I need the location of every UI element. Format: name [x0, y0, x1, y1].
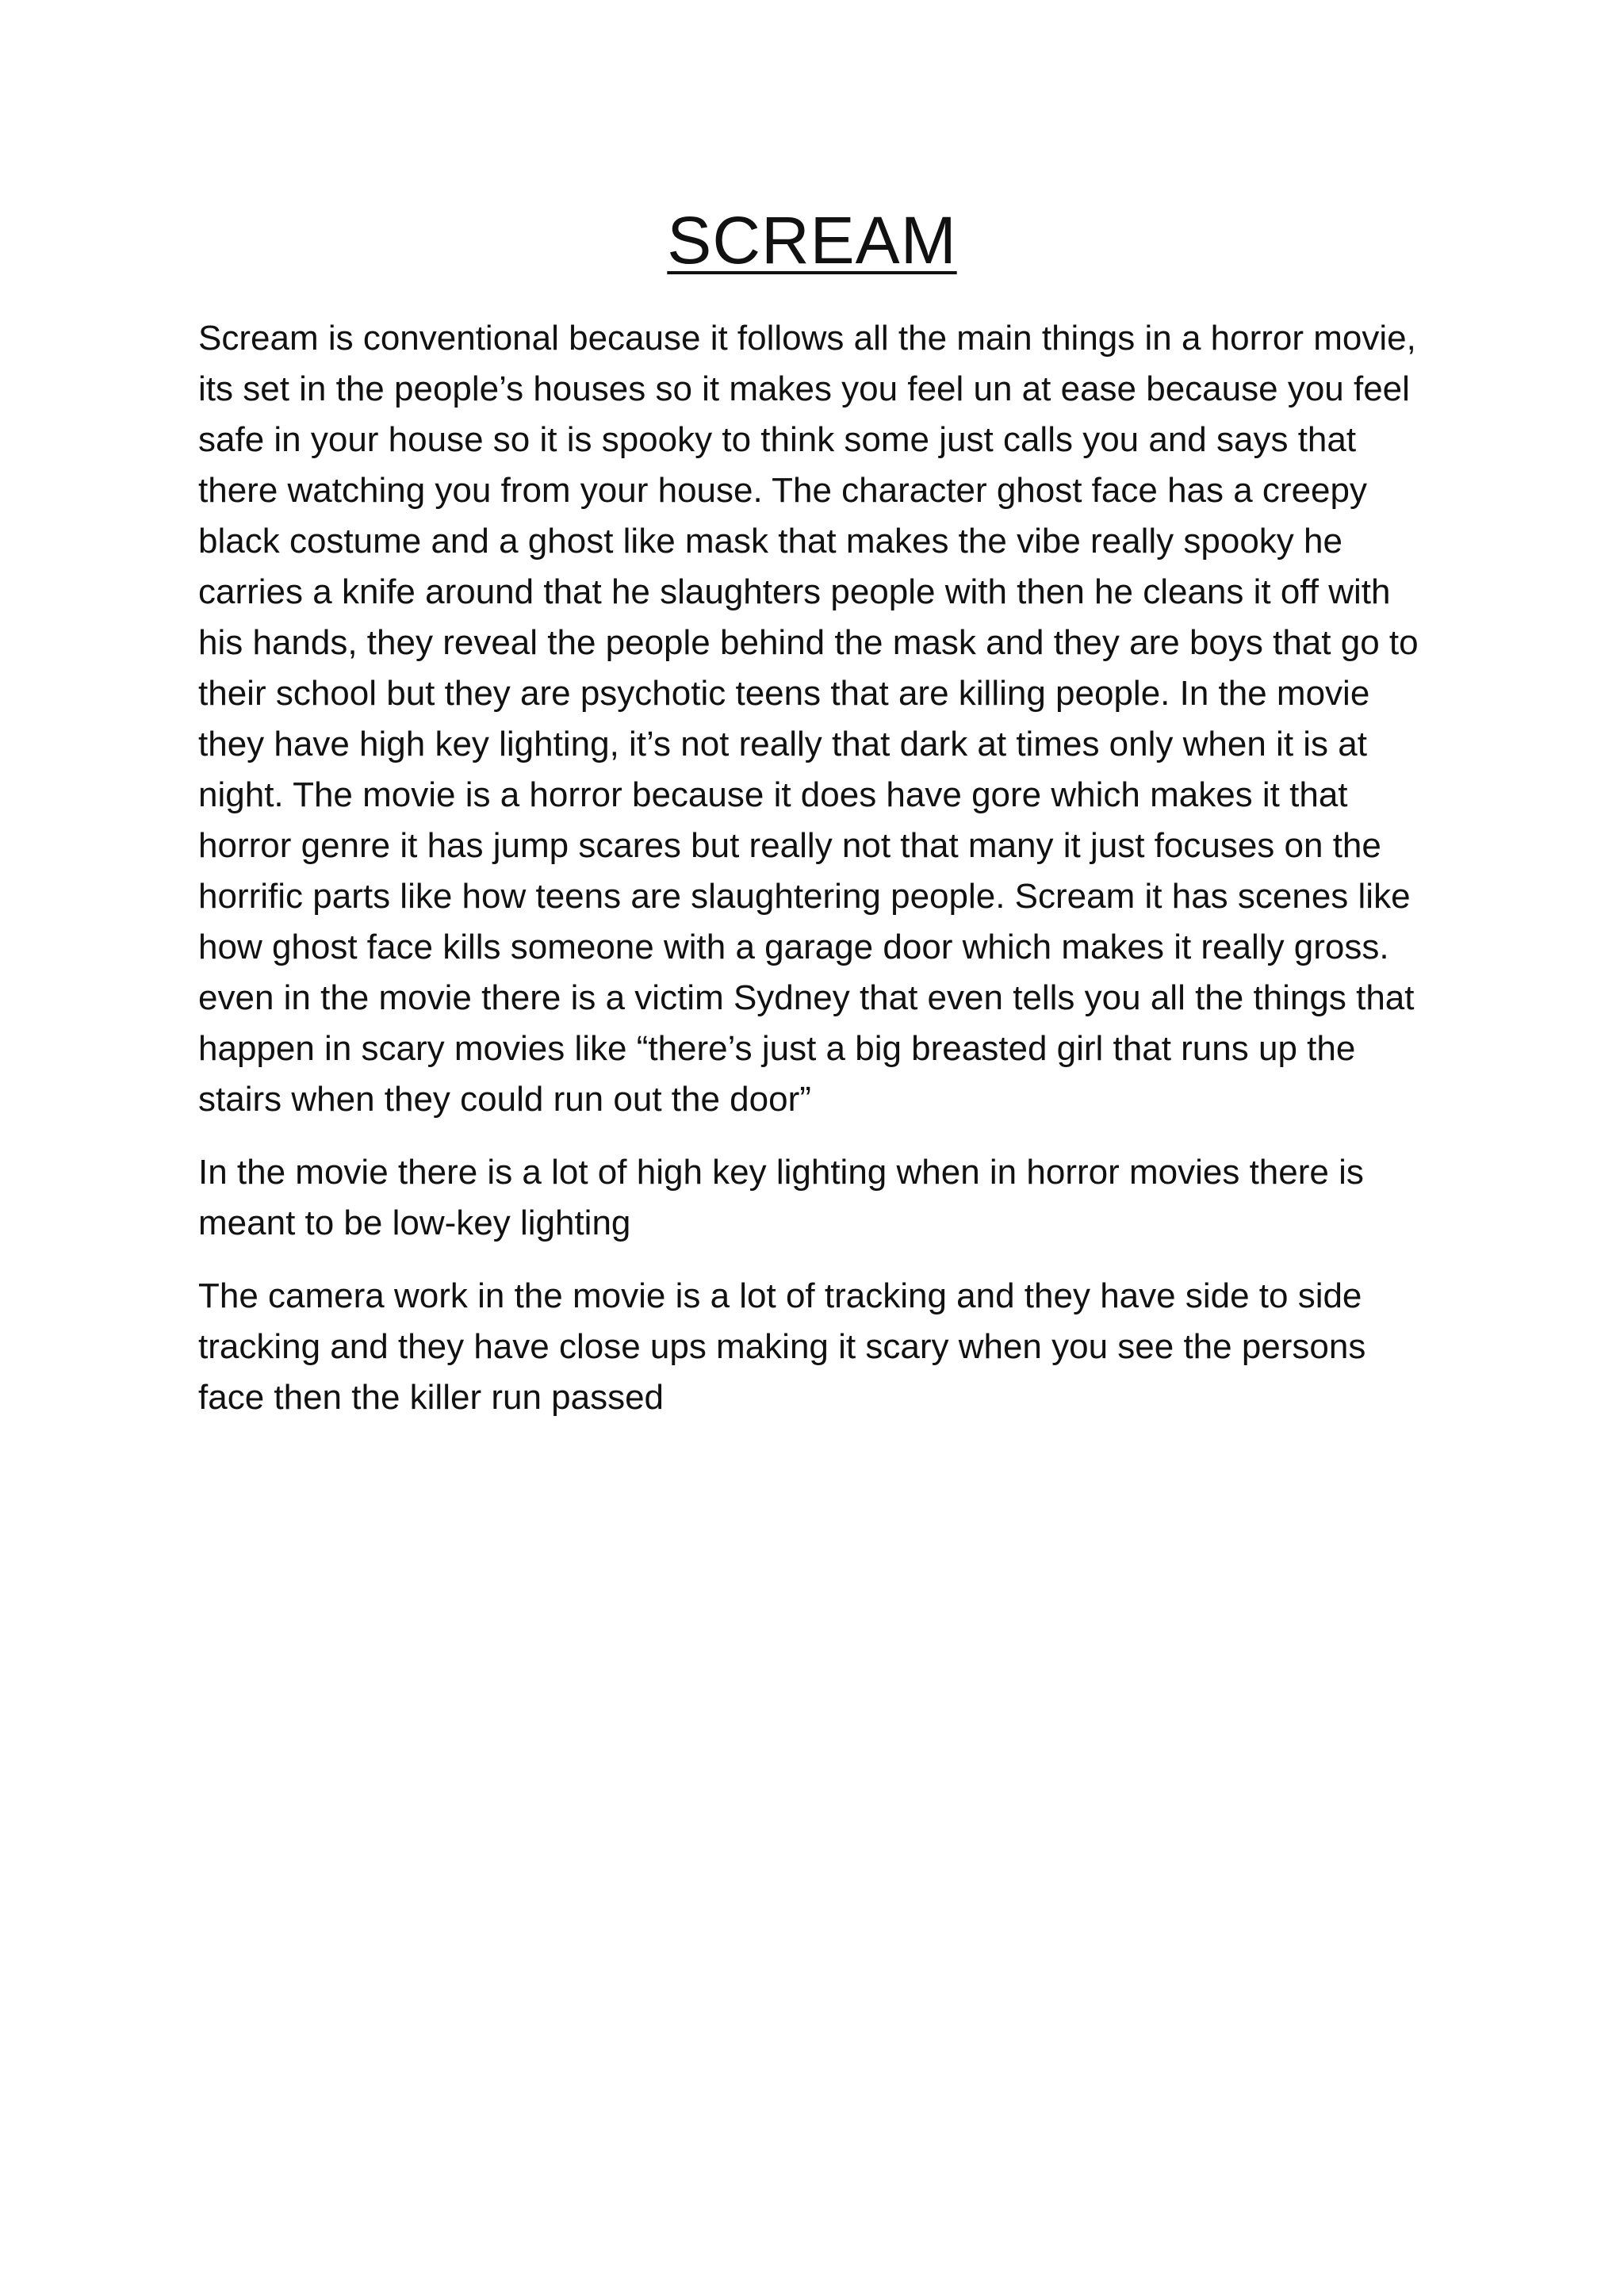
- text-line: In the movie there is a lot of high key lighting when in horror movies there is: [198, 1153, 1364, 1192]
- text-line: horrific parts like how teens are slaughtering people. Scream it has scenes like: [198, 877, 1411, 916]
- text-line: their school but they are psychotic teens that are killing people. In the movie: [198, 674, 1370, 713]
- text-line: night. The movie is a horror because it does have gore which makes it that: [198, 775, 1348, 814]
- text-line: how ghost face kills someone with a garage door which makes it really gross.: [198, 928, 1389, 966]
- document-title: SCREAM: [667, 203, 957, 277]
- text-line: there watching you from your house. The character ghost face has a creepy: [198, 471, 1367, 510]
- paragraph-spacer: [198, 1249, 1435, 1271]
- text-line: its set in the people’s houses so it makes you feel un at ease because you feel: [198, 369, 1410, 408]
- paragraph-3: [198, 1271, 1435, 1423]
- text-line: face then the killer run passed: [198, 1378, 665, 1417]
- text-line: The camera work in the movie is a lot of tracking and they have side to side: [198, 1276, 1362, 1315]
- paragraph-2: [198, 1147, 1435, 1249]
- text-line: black costume and a ghost like mask that makes the vibe really spooky he: [198, 522, 1342, 561]
- text-line: Scream is conventional because it follows all the main things in a horror movie,: [198, 319, 1416, 358]
- text-line: they have high key lighting, it’s not really that dark at times only when it is at: [198, 725, 1367, 763]
- text-line: carries a knife around that he slaughters people with then he cleans it off with: [198, 572, 1391, 611]
- text-line: stairs when they could run out the door”: [198, 1080, 811, 1119]
- text-line: happen in scary movies like “there’s just a big breasted girl that runs up the: [198, 1029, 1356, 1068]
- text-line: even in the movie there is a victim Sydney that even tells you all the things that: [198, 978, 1415, 1017]
- paragraph-spacer: [198, 1125, 1435, 1147]
- text-line: horror genre it has jump scares but really not that many it just focuses on the: [198, 826, 1381, 865]
- document-body: [198, 313, 1435, 1423]
- text-line: his hands, they reveal the people behind the mask and they are boys that go to: [198, 623, 1419, 662]
- paragraph-1: [198, 313, 1435, 1125]
- text-line: meant to be low-key lighting: [198, 1203, 631, 1242]
- text-line: safe in your house so it is spooky to think some just calls you and says that: [198, 420, 1357, 459]
- text-line: tracking and they have close ups making it scary when you see the persons: [198, 1327, 1366, 1366]
